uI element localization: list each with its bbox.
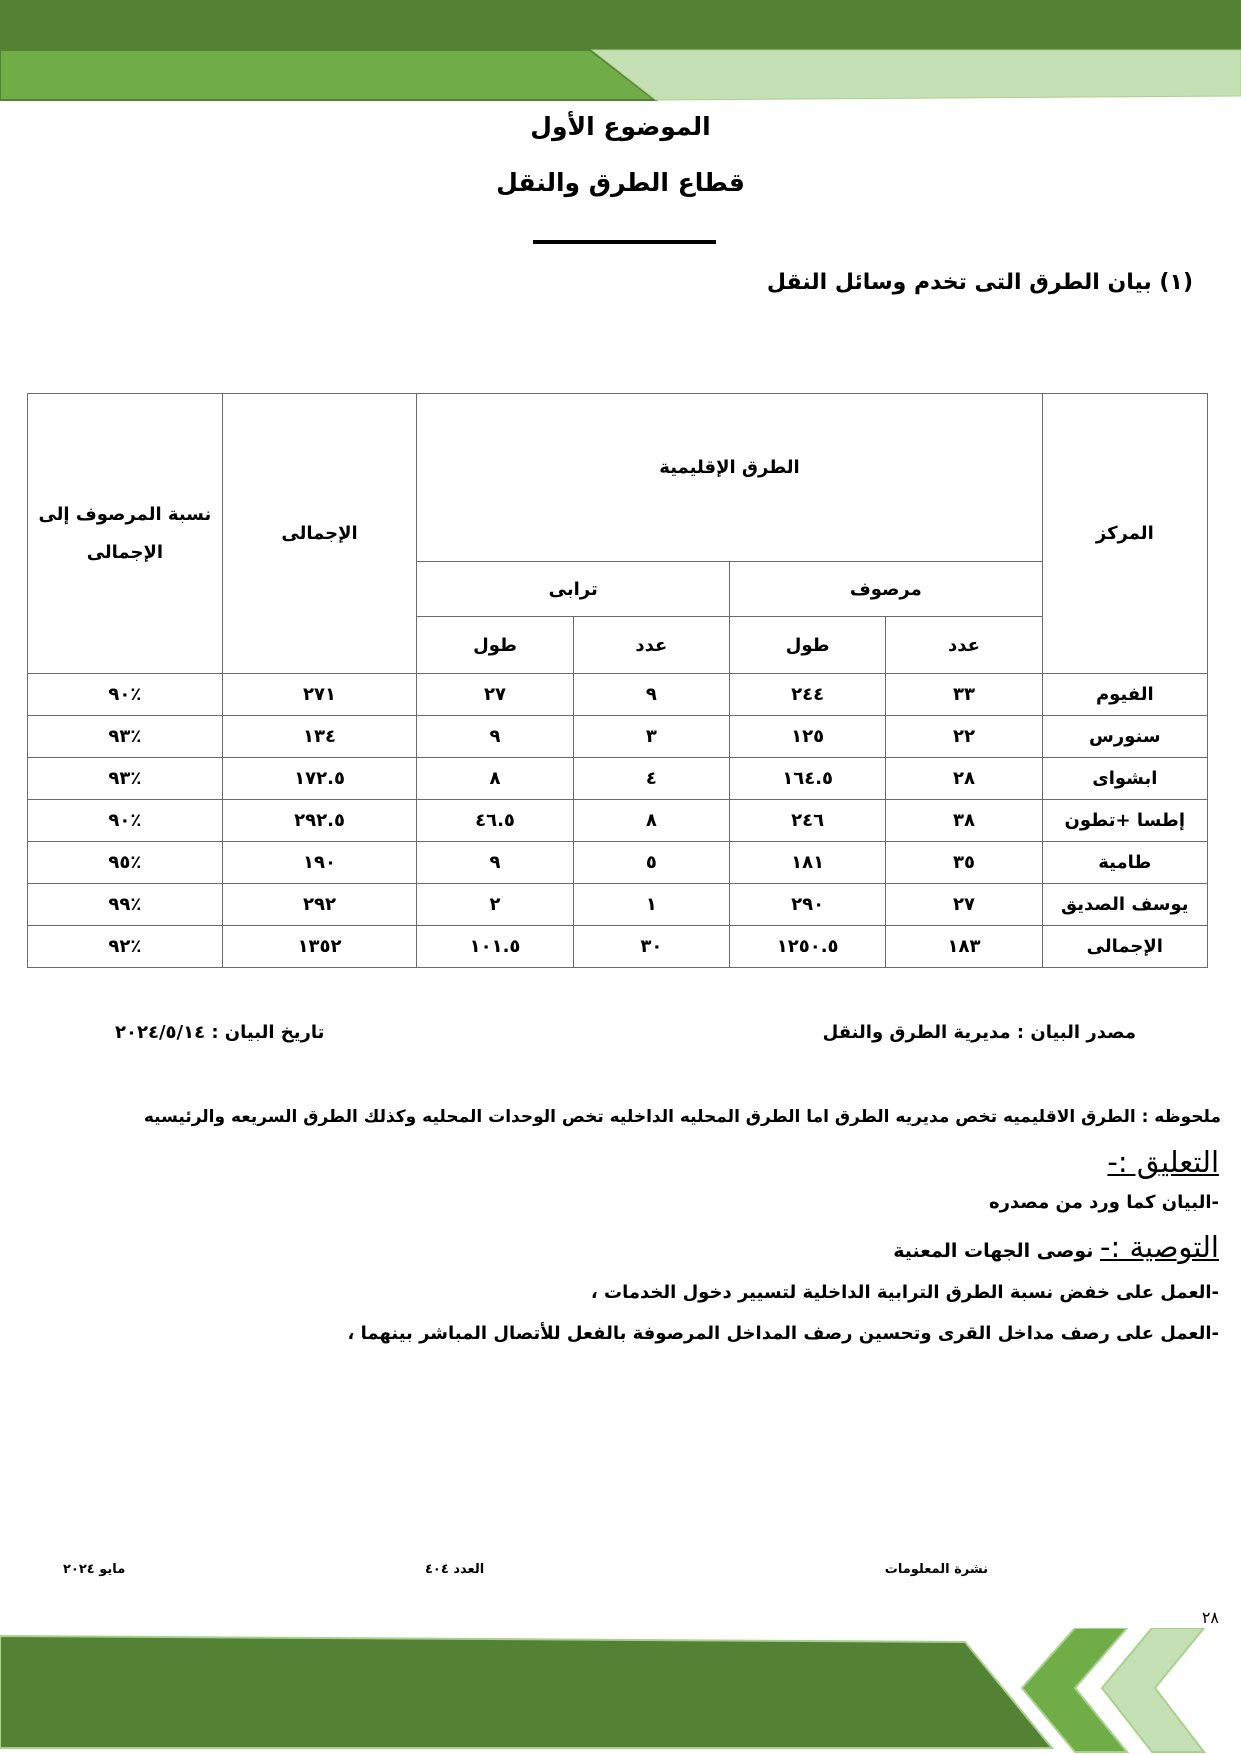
cell-center: ابشواى <box>1042 758 1207 800</box>
header-paved-length: طول <box>729 617 885 674</box>
table-body <box>28 674 1208 968</box>
cell-ratio: ٪٩٣ <box>28 716 223 758</box>
cell-paved-count: ١٨٣ <box>886 926 1042 968</box>
header-band <box>0 0 1241 50</box>
table-header-row <box>28 394 1208 562</box>
cell-dirt-length: ٢ <box>417 884 573 926</box>
cell-paved-count: ٢٢ <box>886 716 1042 758</box>
sector-title: قطاع الطرق والنقل <box>496 168 745 197</box>
comment-heading: التعليق :- <box>1107 1145 1219 1179</box>
footer-publication: نشرة المعلومات <box>884 1562 988 1577</box>
footer-date: مايو ٢٠٢٤ <box>63 1562 126 1577</box>
cell-center: إطسا +تطون <box>1042 800 1207 842</box>
header-regional-roads: الطرق الإقليمية <box>417 394 1042 562</box>
topic-title: الموضوع الأول <box>530 112 711 141</box>
table-row <box>28 674 1208 716</box>
cell-paved-length: ٢٤٤ <box>729 674 885 716</box>
cell-dirt-length: ٩ <box>417 842 573 884</box>
header-paved: مرصوف <box>729 562 1042 617</box>
cell-paved-count: ٣٨ <box>886 800 1042 842</box>
table-row <box>28 842 1208 884</box>
table-row <box>28 758 1208 800</box>
cell-dirt-count: ١ <box>573 884 729 926</box>
comment-text: -البيان كما ورد من مصدره <box>989 1192 1219 1213</box>
cell-center: الفيوم <box>1042 674 1207 716</box>
cell-dirt-count: ٣ <box>573 716 729 758</box>
title-underline <box>533 240 716 244</box>
page-number: ٢٨ <box>1201 1608 1219 1627</box>
note: ملحوظه : الطرق الاقليميه تخص مديريه الطرق اما الطرق المحليه الداخليه تخص الوحدات المحليه وكذلك الطرق السريعه والرئيسيه <box>143 1107 1221 1127</box>
header-stripe-light-green <box>592 50 1241 100</box>
cell-total: ١٧٢.٥ <box>222 758 417 800</box>
cell-paved-length: ١٢٥ <box>729 716 885 758</box>
cell-ratio: ٪٩٢ <box>28 926 223 968</box>
header-center: المركز <box>1042 394 1207 674</box>
cell-center: سنورس <box>1042 716 1207 758</box>
cell-paved-length: ١٦٤.٥ <box>729 758 885 800</box>
data-date: تاريخ البيان : ٢٠٢٤/٥/١٤ <box>115 1022 325 1043</box>
footer-chevron-light-green <box>1102 1628 1204 1752</box>
cell-dirt-length: ٨ <box>417 758 573 800</box>
cell-paved-count: ٣٣ <box>886 674 1042 716</box>
recommendation-item: -العمل على خفض نسبة الطرق الترابية الداخلية لتسيير دخول الخدمات ، <box>590 1282 1219 1303</box>
cell-ratio: ٪٩٥ <box>28 842 223 884</box>
cell-dirt-length: ٢٧ <box>417 674 573 716</box>
cell-center: يوسف الصديق <box>1042 884 1207 926</box>
footer-issue: العدد ٤٠٤ <box>425 1562 485 1577</box>
cell-dirt-count: ٨ <box>573 800 729 842</box>
table-total-row <box>28 926 1208 968</box>
cell-paved-count: ٣٥ <box>886 842 1042 884</box>
cell-paved-length: ١٨١ <box>729 842 885 884</box>
cell-center: طامية <box>1042 842 1207 884</box>
cell-paved-length: ٢٩٠ <box>729 884 885 926</box>
header-stripe-dark-green <box>0 50 655 100</box>
cell-paved-length: ٢٤٦ <box>729 800 885 842</box>
cell-dirt-count: ٣٠ <box>573 926 729 968</box>
roads-table <box>27 393 1208 968</box>
section-heading: (١) بيان الطرق التى تخدم وسائل النقل <box>766 270 1193 295</box>
header-dirt-length: طول <box>417 617 573 674</box>
cell-dirt-length: ٤٦.٥ <box>417 800 573 842</box>
footer-band <box>0 1636 1052 1748</box>
data-source: مصدر البيان : مديرية الطرق والنقل <box>822 1022 1136 1043</box>
recommendation-heading: التوصية :- <box>1099 1230 1219 1264</box>
recommendation-line <box>893 1230 1219 1264</box>
table-row <box>28 884 1208 926</box>
cell-ratio: ٪٩٠ <box>28 800 223 842</box>
cell-total: ٢٧١ <box>222 674 417 716</box>
cell-total: ٢٩٢ <box>222 884 417 926</box>
footer-decoration <box>0 1628 1241 1755</box>
cell-paved-length: ١٢٥٠.٥ <box>729 926 885 968</box>
header-paved-ratio: نسبة المرصوف إلى الإجمالى <box>28 394 223 674</box>
cell-dirt-count: ٩ <box>573 674 729 716</box>
cell-center: الإجمالى <box>1042 926 1207 968</box>
cell-ratio: ٪٩٣ <box>28 758 223 800</box>
cell-ratio: ٪٩٠ <box>28 674 223 716</box>
cell-total: ١٩٠ <box>222 842 417 884</box>
cell-dirt-count: ٤ <box>573 758 729 800</box>
recommendation-subtitle: نوصى الجهات المعنية <box>893 1240 1100 1262</box>
cell-total: ١٣٤ <box>222 716 417 758</box>
table-row <box>28 716 1208 758</box>
header-total: الإجمالى <box>222 394 417 674</box>
cell-paved-count: ٢٧ <box>886 884 1042 926</box>
cell-paved-count: ٢٨ <box>886 758 1042 800</box>
cell-dirt-length: ١٠١.٥ <box>417 926 573 968</box>
cell-total: ٢٩٢.٥ <box>222 800 417 842</box>
header-dirt: ترابى <box>417 562 730 617</box>
cell-dirt-length: ٩ <box>417 716 573 758</box>
header-decoration <box>0 48 1241 102</box>
cell-total: ١٣٥٢ <box>222 926 417 968</box>
cell-dirt-count: ٥ <box>573 842 729 884</box>
header-paved-count: عدد <box>886 617 1042 674</box>
table-row <box>28 800 1208 842</box>
recommendation-item: -العمل على رصف مداخل القرى وتحسين رصف المداخل المرصوفة بالفعل للأتصال المباشر بينهما ، <box>347 1323 1219 1344</box>
cell-ratio: ٪٩٩ <box>28 884 223 926</box>
header-dirt-count: عدد <box>573 617 729 674</box>
